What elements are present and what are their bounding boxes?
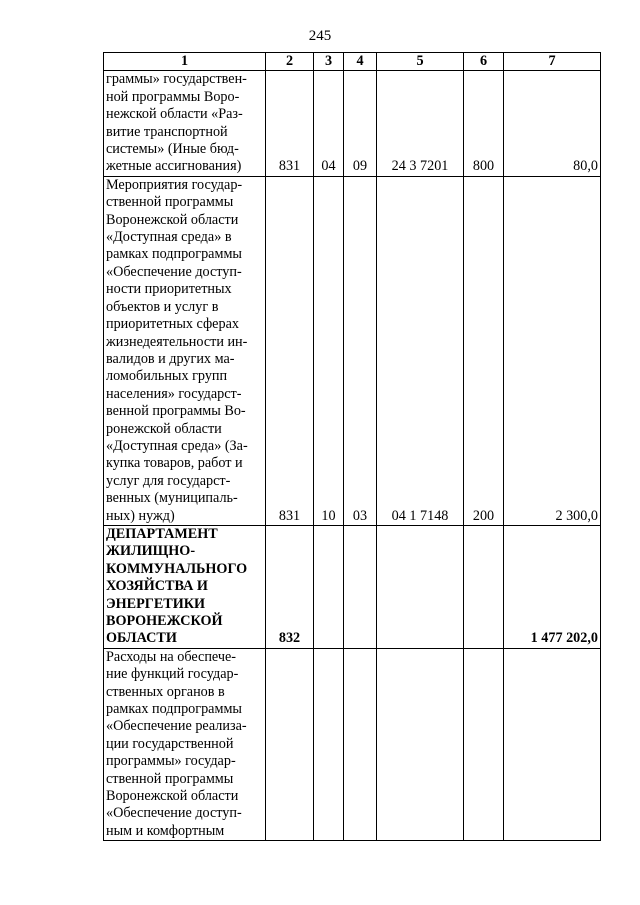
col-header-1: 1 <box>104 53 266 71</box>
name-line: ственной программы <box>106 194 234 211</box>
name-line: ности приоритетных <box>106 281 232 298</box>
name-line: нежской области «Раз- <box>106 106 243 123</box>
name-line: венной программы Во- <box>106 403 246 420</box>
cell-c4: 09 <box>344 71 377 176</box>
name-line: ХОЗЯЙСТВА И <box>106 578 208 595</box>
cell-name <box>104 525 266 648</box>
table-row <box>104 648 601 840</box>
cell-c4: 03 <box>344 176 377 525</box>
cell-c7: 1 477 202,0 <box>504 525 601 648</box>
name-line: КОММУНАЛЬНОГО <box>106 560 248 577</box>
name-line: валидов и других ма- <box>106 350 235 367</box>
page-number: 245 <box>308 28 332 44</box>
name-line: ственных органов в <box>106 683 225 700</box>
name-line: системы» (Иные бюд- <box>106 141 239 158</box>
cell-c6 <box>464 648 504 840</box>
cell-name <box>104 71 266 176</box>
col-header-5: 5 <box>377 53 464 71</box>
cell-c5: 24 3 7201 <box>377 71 464 176</box>
cell-name <box>104 176 266 525</box>
cell-c2 <box>266 648 314 840</box>
name-line: ных) нужд) <box>106 507 175 524</box>
cell-c7: 2 300,0 <box>504 176 601 525</box>
cell-c5: 04 1 7148 <box>377 176 464 525</box>
name-line: ции государственной <box>106 735 234 752</box>
name-line: ВОРОНЕЖСКОЙ <box>106 613 223 629</box>
name-line: ЭНЕРГЕТИКИ <box>106 595 206 612</box>
name-line: жизнедеятельности ин- <box>106 333 248 350</box>
name-line: приоритетных сферах <box>106 316 239 333</box>
name-line: программы» государ- <box>106 753 236 770</box>
cell-c3 <box>314 525 344 648</box>
name-line: рамках подпрограммы <box>106 246 242 263</box>
cell-c3: 10 <box>314 176 344 525</box>
table-row <box>104 71 601 176</box>
name-line: Расходы на обеспече- <box>106 648 237 665</box>
name-line: ОБЛАСТИ <box>106 630 177 647</box>
name-line: «Обеспечение реализа- <box>106 718 247 735</box>
name-line: ным и комфортным <box>106 822 225 839</box>
name-line: ной программы Воро- <box>106 88 240 105</box>
col-header-4: 4 <box>344 53 377 71</box>
header-row <box>104 53 601 71</box>
budget-table <box>103 52 601 841</box>
name-line: ние функций государ- <box>106 666 239 683</box>
table-row <box>104 525 601 648</box>
name-line: Воронежской области <box>106 211 239 228</box>
name-line: купка товаров, работ и <box>106 455 243 472</box>
col-header-2: 2 <box>266 53 314 71</box>
cell-c2: 832 <box>266 525 314 648</box>
name-line: ронежской области <box>106 420 222 437</box>
cell-c2: 831 <box>266 176 314 525</box>
cell-c6 <box>464 525 504 648</box>
cell-c2: 831 <box>266 71 314 176</box>
cell-c5 <box>377 648 464 840</box>
col-header-3: 3 <box>314 53 344 71</box>
cell-c4 <box>344 648 377 840</box>
cell-c6: 200 <box>464 176 504 525</box>
name-line: «Доступная среда» (За- <box>106 437 248 454</box>
name-line: граммы» государствен- <box>106 71 247 88</box>
cell-c3 <box>314 648 344 840</box>
name-line: ДЕПАРТАМЕНТ <box>106 525 218 542</box>
cell-c3: 04 <box>314 71 344 176</box>
name-line: «Доступная среда» в <box>106 229 232 246</box>
name-line: рамках подпрограммы <box>106 701 242 718</box>
name-line: витие транспортной <box>106 123 228 140</box>
cell-c7 <box>504 648 601 840</box>
name-line: «Обеспечение доступ- <box>106 805 242 822</box>
name-line: «Обеспечение доступ- <box>106 263 242 280</box>
name-line: объектов и услуг в <box>106 298 219 315</box>
col-header-6: 6 <box>464 53 504 71</box>
name-line: ЖИЛИЩНО- <box>106 543 196 560</box>
name-line: Воронежской области <box>106 788 239 805</box>
cell-c4 <box>344 525 377 648</box>
name-line: жетные ассигнования) <box>106 158 242 175</box>
cell-c5 <box>377 525 464 648</box>
cell-name <box>104 648 266 840</box>
name-line: услуг для государст- <box>106 472 231 489</box>
name-line: венных (муниципаль- <box>106 490 238 507</box>
table-row <box>104 176 601 525</box>
cell-c7: 80,0 <box>504 71 601 176</box>
name-line: Мероприятия государ- <box>106 176 243 193</box>
col-header-7: 7 <box>504 53 601 71</box>
name-line: ственной программы <box>106 770 234 787</box>
name-line: ломобильных групп <box>106 368 228 385</box>
cell-c6: 800 <box>464 71 504 176</box>
name-line: населения» государст- <box>106 385 242 402</box>
